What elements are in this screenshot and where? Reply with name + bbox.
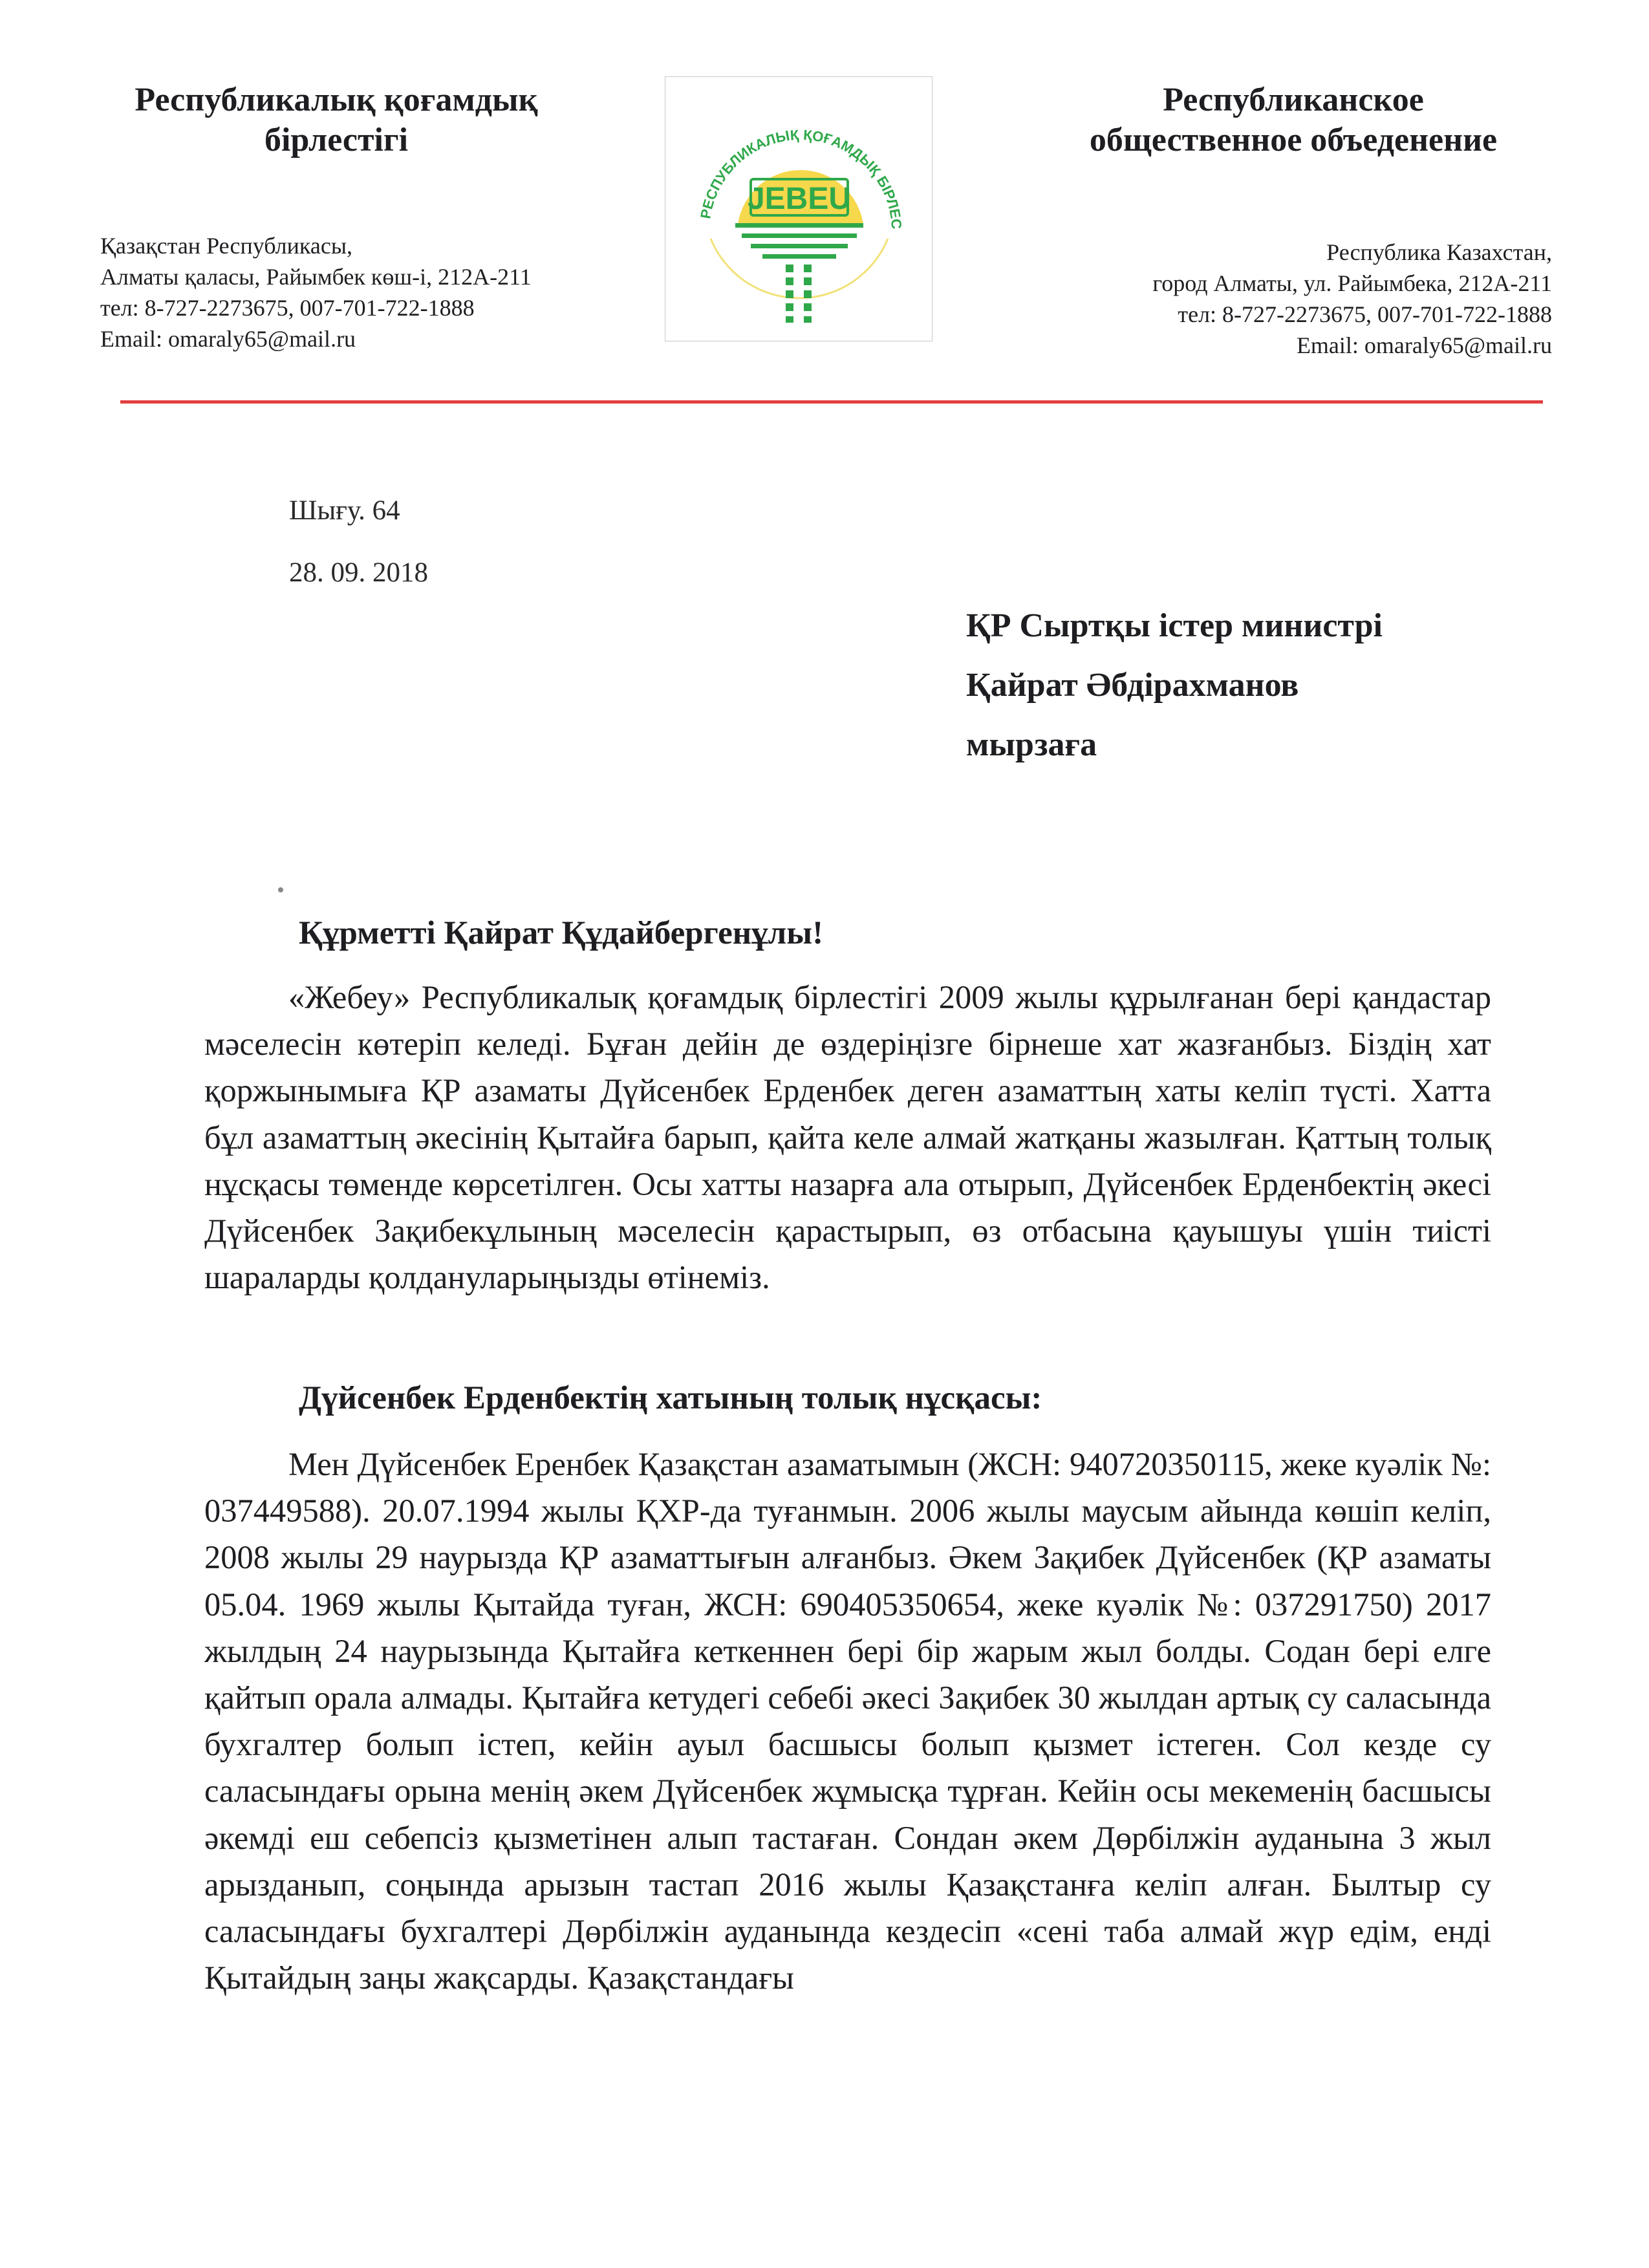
- org-title-kazakh: [97, 80, 576, 160]
- paragraph-quoted-text: Мен Дүйсенбек Еренбек Қазақстан азаматымын (ЖСН: 940720350115, жеке куәлік №: 037449588). 20.07.1994 жылы ҚХР-да туғанмын. 2006 жылы маусым айында көшіп келіп, 2008 жылы 29 наурызда ҚР азаматтығын алғанбыз. Әкем Зақибек Дүйсенбек (ҚР азаматы 05.04. 1969 жылы Қытайда туған, ЖСН: 690405350654, жеке куәлік №: 037291750) 2017 жылдың 24 наурызында Қытайға кеткеннен бері бір жарым жыл болды. Содан бері елге қайтып орала алмады. Қытайға кетудегі себебі әкесі Зақибек 30 жылдан артық су саласында бухгалтер болып істеп, кейін ауыл басшысы болып қызмет істеген. Сол кезде су саласындағы орына менің әкем Дүйсенбек жұмысқа тұрған. Кейін осы мекеменің басшысы әкемді еш себепсіз қызметінен алып тастаған. Сондан әкем Дөрбілжін ауданына 3 жыл арызданып, соңында арызын тастап 2016 жылы Қазақстанға келіп алған. Былтыр су саласындағы бухгалтері Дөрбілжін ауданында кездесіп «сені таба алмай жүр едім, енді Қытайдың заңы жақсарды. Қазақстандағы: [204, 1446, 1491, 1996]
- addressee-line2: Қайрат Әбдірахманов: [966, 667, 1299, 704]
- org-title-kazakh-line1: Республикалық қоғамдық: [135, 81, 538, 118]
- org-title-russian-line2: общественное объеденение: [1089, 122, 1498, 158]
- logo-frame: [665, 76, 932, 341]
- contact-block-kazakh: [100, 230, 618, 354]
- org-title-russian: [1035, 80, 1552, 160]
- contact-address: Алматы қаласы, Райымбек көш-і, 212А-211: [100, 264, 532, 290]
- addressee-line1: ҚР Сыртқы істер министрі: [966, 607, 1383, 644]
- salutation: Құрметті Қайрат Құдайбергенұлы!: [299, 915, 824, 951]
- contact-country: Республика Казахстан,: [1326, 239, 1552, 265]
- subheading-letter-copy: Дүйсенбек Ерденбектің хатының толық нұсқасы:: [299, 1380, 1042, 1416]
- jebeu-logo: [665, 77, 932, 341]
- contact-email: Email: omaraly65@mail.ru: [100, 326, 356, 352]
- letter-paragraph-intro: [204, 974, 1491, 1301]
- contact-phone: тел: 8-727-2273675, 007-701-722-1888: [100, 295, 475, 321]
- contact-address: город Алматы, ул. Райымбека, 212А-211: [1152, 270, 1552, 296]
- contact-phone: тел: 8-727-2273675, 007-701-722-1888: [1178, 301, 1552, 327]
- header-divider: [120, 400, 1543, 404]
- org-title-kazakh-line2: бірлестігі: [264, 122, 409, 158]
- logo-bars: [735, 223, 863, 259]
- addressee-line3: мырзаға: [966, 726, 1097, 763]
- contact-country: Қазақстан Республикасы,: [100, 233, 353, 259]
- scan-speck: [278, 887, 283, 892]
- contact-email: Email: omaraly65@mail.ru: [1296, 332, 1552, 358]
- letter-date: 28. 09. 2018: [289, 557, 428, 588]
- logo-name: JEBEU: [747, 182, 852, 216]
- org-title-russian-line1: Республиканское: [1163, 81, 1424, 118]
- outgoing-number: Шығу. 64: [289, 495, 400, 526]
- logo-stem: [786, 265, 812, 323]
- paragraph-intro-text: «Жебеу» Республикалық қоғамдық бірлестігі 2009 жылы құрылғанан бері қандастар мәселесін көтеріп келеді. Бұған дейін де өздеріңізге бірнеше хат жазғанбыз. Біздің хат қоржынымыға ҚР азаматы Дүйсенбек Ерденбек деген азаматтың хаты келіп түсті. Хатта бұл азаматтың әкесінің Қытайға барып, қайта келе алмай жатқаны жазылған. Қаттың толық нұсқасы төменде көрсетілген. Осы хатты назарға ала отырып, Дүйсенбек Ерденбектің әкесі Дүйсенбек Зақибекұлының мәселесін қарастырып, өз отбасына қауышуы үшін тиісті шараларды қолдануларыңызды өтінеміз.: [204, 979, 1491, 1296]
- addressee-block: [966, 596, 1548, 775]
- contact-block-russian: [970, 237, 1552, 361]
- letter-paragraph-quoted: [204, 1441, 1491, 2094]
- logo-arc-text: РЕСПУБЛИКАЛЫҚ ҚОҒАМДЫҚ БІРЛЕС: [697, 126, 905, 230]
